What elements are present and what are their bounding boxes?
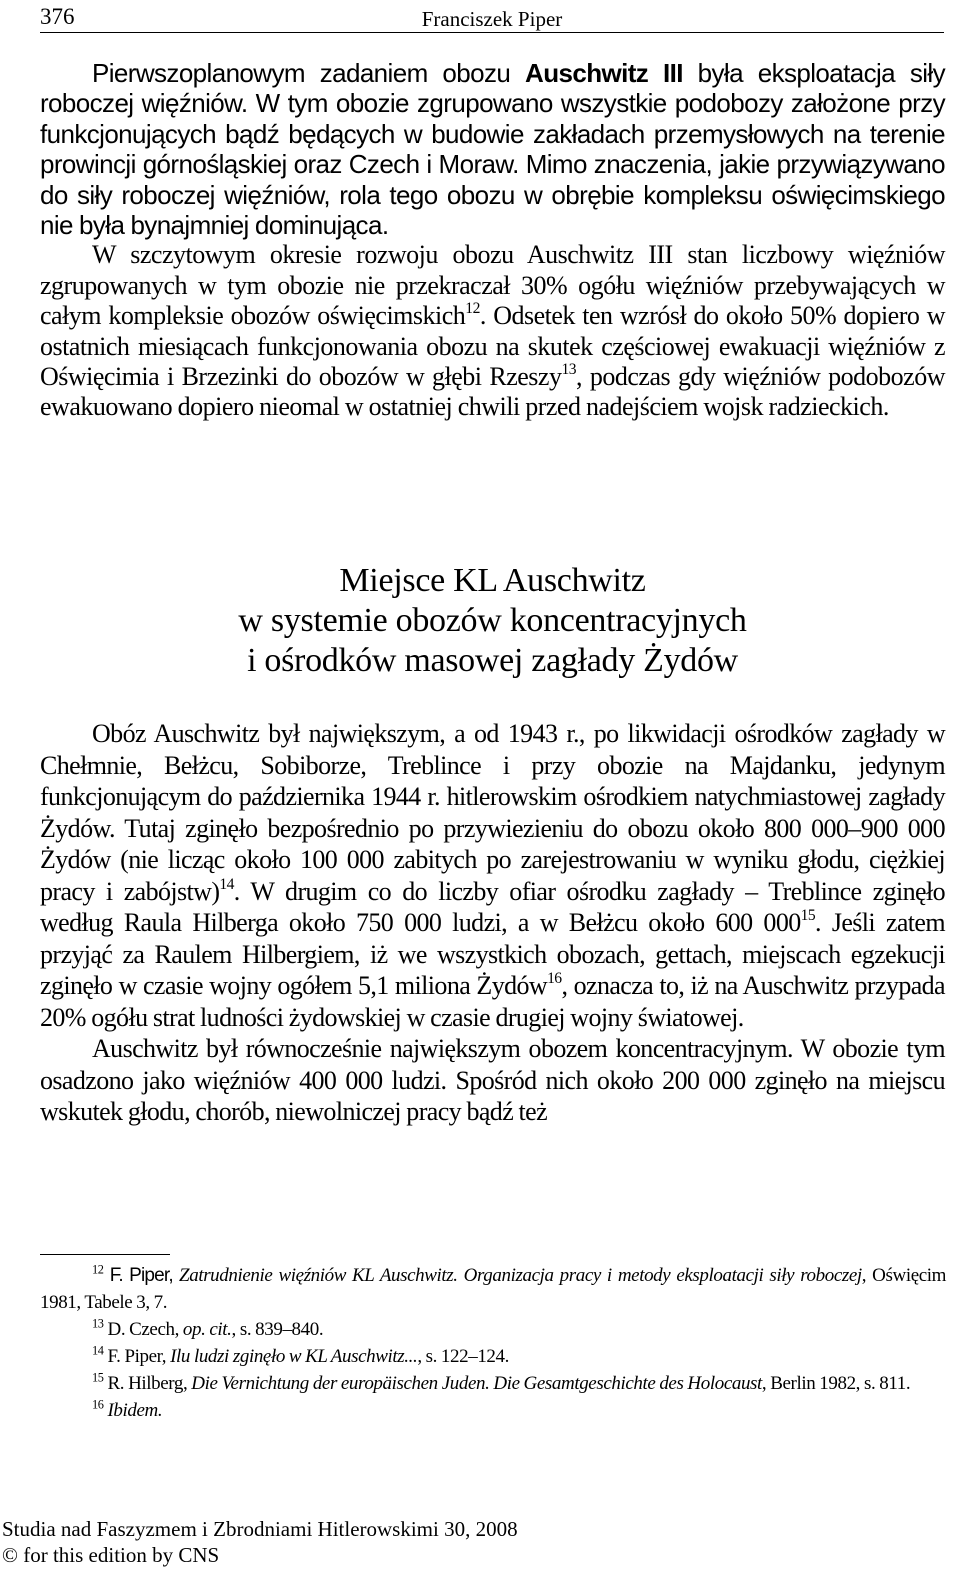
footnote-12: $^{12}$ F. Piper, Zatrudnienie więźniów KL Auschwitz. Organizacja pracy i metody eksploatacji siły roboczej, Oświęcim 1981, Tabele 3, 7. (40, 1262, 947, 1313)
footnote-ref-16[interactable]: 16 (547, 970, 562, 988)
footnote-14: $^{14}$ F. Piper, Ilu ludzi zginęło w KL Auschwitz..., s. 122–124. (92, 1343, 509, 1367)
footer-journal: Studia nad Faszyzmem i Zbrodniami Hitlerowskimi 30, 2008 (2, 1517, 518, 1541)
paragraph-1: Pierwszoplanowym zadaniem obozu Auschwitz III była eksploatacja siły roboczej więźniów. W tym obozie zgrupowano wszystkie podobozy założone przy funkcjonujących bądź będących w budowie zakładach przemysłowych na terenie prowincji górnośląskiej oraz Czech i Moraw. Mimo znaczenia, jakie przywiązywano do siły roboczej więźniów, rola tego obozu w obrębie kompleksu oświęcimskiego nie była bynajmniej dominująca. (40, 58, 945, 241)
heading-line-2: w systemie obozów koncentracyjnych (238, 602, 747, 639)
footnote-16: $^{16}$ Ibidem. (92, 1397, 163, 1421)
footnote-13: $^{13}$ D. Czech, op. cit., s. 839–840. (92, 1316, 324, 1340)
footnote-ref-14[interactable]: 14 (219, 875, 234, 893)
bold-term: Auschwitz III (525, 58, 683, 88)
heading-line-3: i ośrodków masowej zagłady Żydów (247, 642, 738, 679)
footnote-ref-12[interactable]: 12 (465, 300, 480, 318)
footnote-ref-13[interactable]: 13 (561, 361, 577, 379)
page-footer (2, 1516, 518, 1568)
heading-line-1: Miejsce KL Auschwitz (339, 562, 646, 599)
running-head-author: Franciszek Piper (421, 7, 563, 31)
section-auschwitz-iii (40, 58, 945, 423)
footnotes (40, 1262, 946, 1424)
page-header (40, 4, 944, 33)
paragraph-2: W szczytowym okresie rozwoju obozu Auschwitz III stan liczbowy więźniów zgrupowanych w tym obozie nie przekraczał 30% ogółu więźniów przebywających w całym kompleksie obozów oświęcimskich$^{12}$. Odsetek ten wzrósł do około 50% dopiero w ostatnich miesiącach funkcjonowania obozu na skutek częściowej ewakuacji więźniów z Oświęcimia i Brzezinki do obozów w głębi Rzeszy$^{13}$, podczas gdy więźniów podobozów ewakuowano dopiero nieomal w ostatniej chwili przed nadejściem wojsk radzieckich. (40, 240, 945, 422)
section-kl-auschwitz (40, 718, 945, 1128)
section-heading (40, 561, 945, 681)
footnote-separator (40, 1254, 170, 1255)
paragraph-3: Obóz Auschwitz był największym, a od 1943 r., po likwidacji ośrodków zagłady w Chełmnie, Bełżcu, Sobiborze, Treblince i przy obozie na Majdanku, jedynym funkcjonującym do października 1944 r. hitlerowskim ośrodkiem natychmiastowej zagłady Żydów. Tutaj zginęło bezpośrednio po przywiezieniu do obozu około 800 000–900 000 Żydów (nie licząc około 100 000 zabitych po zarejestrowaniu w wyniku głodu, ciężkiej pracy i zabójstw)$^{14}$. W drugim co do liczby ofiar ośrodku zagłady – Treblince zginęło według Raula Hilberga około 750 000 ludzi, a w Bełżcu około 600 $000^{15}$. Jeśli zatem przyjąć za Raulem Hilbergiem, iż we wszystkich obozach, gettach, miejscach egzekucji zginęło w czasie wojny ogółem 5,1 miliona Żydów$^{16}$, oznacza to, iż na Auschwitz przypada 20% ogółu strat ludności żydowskiej w czasie drugiej wojny światowej. (40, 719, 945, 1032)
footer-copyright: © for this edition by CNS (2, 1543, 220, 1567)
footnote-ref-15[interactable]: 15 (800, 907, 816, 925)
footnote-15: $^{15}$ R. Hilberg, Die Vernichtung der europäischen Juden. Die Gesamtgeschichte des Holocaust, Berlin 1982, s. 811. (92, 1370, 911, 1394)
paragraph-4: Auschwitz był równocześnie największym obozem koncentracyjnym. W obozie tym osadzono jako więźniów 400 000 ludzi. Spośród nich około 200 000 zginęło na miejscu wskutek głodu, chorób, niewolniczej pracy bądź też (40, 1034, 945, 1126)
page-number: 376 (40, 4, 75, 29)
